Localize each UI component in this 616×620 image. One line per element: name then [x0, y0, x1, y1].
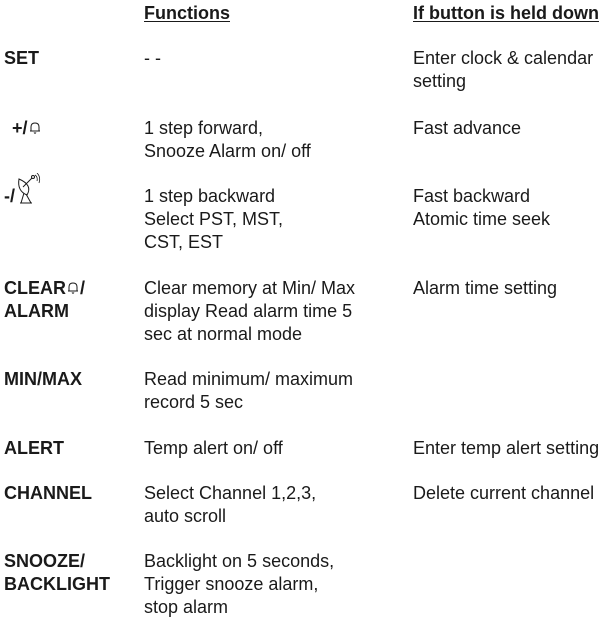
function-text: Backlight on 5 seconds, Trigger snooze alarm, stop alarm: [144, 551, 335, 617]
functions-header: Functions: [144, 3, 230, 23]
bell-icon: [66, 283, 80, 295]
bell-icon: [28, 123, 42, 135]
held-text: Delete current channel: [413, 483, 595, 503]
button-name-minus: -/: [4, 185, 43, 208]
satellite-dish-icon: [15, 187, 43, 207]
function-text: - -: [144, 48, 161, 68]
function-text: Select Channel 1,2,3, auto scroll: [144, 483, 317, 526]
held-text: Alarm time setting: [413, 278, 558, 298]
button-name-channel: CHANNEL: [4, 483, 92, 503]
button-name-clear-alarm: CLEAR / ALARM: [4, 278, 86, 321]
held-text: Fast backward Atomic time seek: [413, 186, 551, 229]
function-text: 1 step forward, Snooze Alarm on/ off: [144, 118, 311, 161]
function-text: Read minimum/ maximum record 5 sec: [144, 369, 354, 412]
button-name-snooze-backlight: SNOOZE/ BACKLIGHT: [4, 551, 110, 594]
held-down-header: If button is held down: [413, 3, 599, 23]
function-text: 1 step backward Select PST, MST, CST, EST: [144, 186, 284, 252]
held-text: Enter temp alert setting: [413, 438, 600, 458]
held-text: Fast advance: [413, 118, 522, 138]
button-name-plus: +/: [12, 117, 42, 140]
function-text: Temp alert on/ off: [144, 438, 283, 458]
button-name-set: SET: [4, 48, 40, 68]
button-name-min-max: MIN/MAX: [4, 369, 82, 389]
held-text: Enter clock & calendar setting: [413, 48, 594, 91]
function-text: Clear memory at Min/ Max display Read alarm time 5 sec at normal mode: [144, 278, 356, 344]
button-name-alert: ALERT: [4, 438, 64, 458]
